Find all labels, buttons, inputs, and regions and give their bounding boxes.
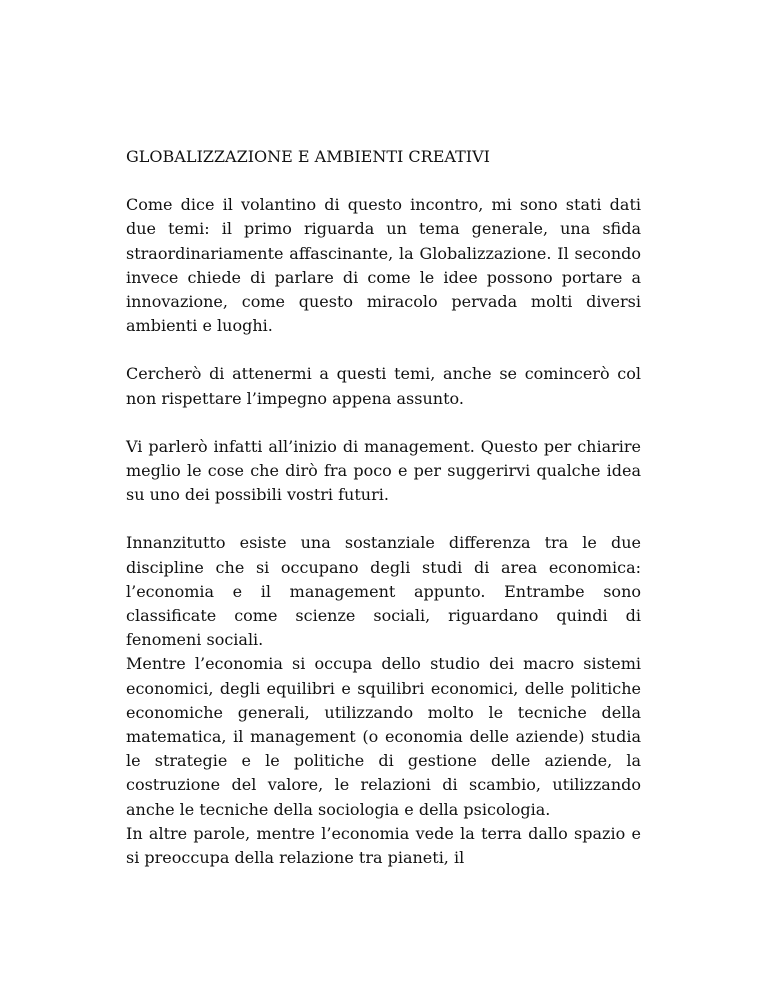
paragraph-management: Vi parlerò infatti all’inizio di management. Questo per chiarire meglio le cose che dirò fra poco e per suggerirvi qualche idea su uno dei possibili vostri futuri. — [126, 436, 641, 505]
paragraph-analogy: In altre parole, mentre l’economia vede la terra dallo spazio e si preoccupa della relazione tra pianeti, il — [126, 823, 641, 868]
paragraph-commitment: Cercherò di attenermi a questi temi, anche se comincerò col non rispettare l’impegno appena assunto. — [126, 364, 641, 408]
paragraph-disciplines: Innanzitutto esiste una sostanziale differenza tra le due discipline che si occupano degli studi di area economica: l’economia e il management appunto. Entrambe sono classificate come scienze sociali, riguardano quindi di fenomeni sociali. — [126, 533, 641, 650]
document-title: GLOBALIZZAZIONE E AMBIENTI CREATIVI — [126, 147, 490, 166]
document-body — [126, 145, 641, 870]
paragraph-intro: Come dice il volantino di questo incontro, mi sono stati dati due temi: il primo riguarda un tema generale, una sfida straordinariamente affascinante, la Globalizzazione. Il secondo invece chiede di parlare di come le idee possono portare a innovazione, come questo miracolo pervada molti diversi ambienti e luoghi. — [126, 195, 641, 336]
paragraph-economics-vs-management: Mentre l’economia si occupa dello studio dei macro sistemi economici, degli equilibri e squilibri economici, delle politiche economiche generali, utilizzando molto le tecniche della matematica, il management (o economia delle aziende) studia le strategie e le politiche di gestione delle aziende, la costruzione del valore, le relazioni di scambio, utilizzando anche le tecniche della sociologia e della psicologia. — [126, 654, 641, 819]
